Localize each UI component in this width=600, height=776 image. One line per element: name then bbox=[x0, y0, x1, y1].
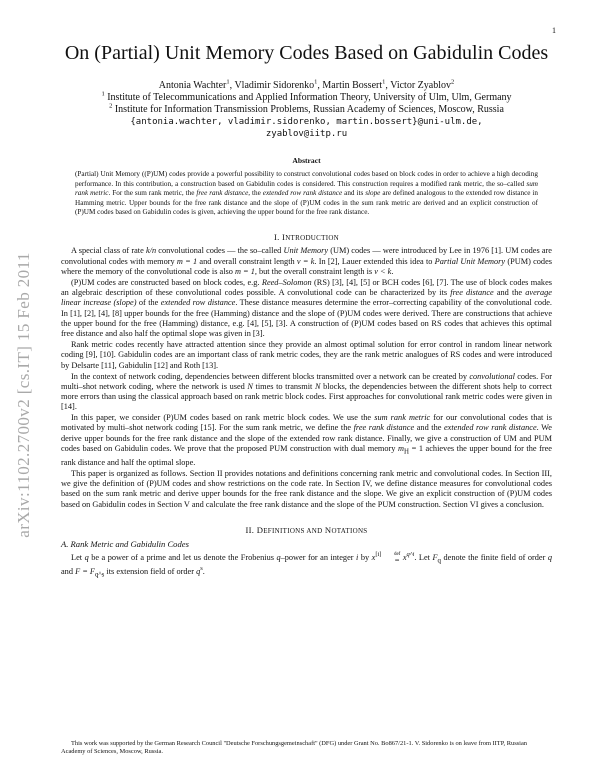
paper-body bbox=[61, 232, 552, 580]
email-line: zyablov@iitp.ru bbox=[265, 129, 348, 139]
affiliation-mark: 2 bbox=[109, 102, 113, 110]
abstract bbox=[75, 156, 538, 217]
footnote: This work was supported by the German Research Council "Deutsche Forschungsgemeinschaft" (DFG) under Grant No. Bo867/21-1. V. Sidorenko is on leave from IITP, Russian Academy of Sciences, Moscow, Russia. bbox=[61, 740, 527, 756]
arxiv-stamp-text: arXiv:1102.2700v2 [cs.IT] 15 Feb 2011 bbox=[14, 252, 33, 538]
affiliation-text: Institute of Telecommunications and Applied Information Theory, University of Ulm, Ulm, Germany bbox=[107, 92, 512, 103]
affiliation bbox=[61, 92, 552, 104]
author-name: Victor Zyablov bbox=[390, 80, 451, 91]
paragraph: A special class of rate k/n convolutional codes — the so–called Unit Memory (UM) codes — were introduced by Lee in 1976 [1]. UM codes are convolutional codes with memory m = 1 and overall constraint length ν = k. In [2], Lauer extended this idea to Partial Unit Memory (PUM) codes where the memory of the convolutional code is also m = 1, but the overall constraint length is ν < k. bbox=[61, 246, 552, 277]
paragraph: This paper is organized as follows. Section II provides notations and definitions concerning rank metric and convolutional codes. In Section III, we give the definition of (P)UM codes and show restrictions on the code rate. In Section IV, we define distance measures for convolutional codes based on the sum rank metric and derive upper bounds for the free rank distance and the slope. We give an explicit construction of (P)UM codes based on Gabidulin codes in Section V and calculate the free rank distance and the slope of the PUM construction. Section VI gives a conclusion. bbox=[61, 468, 552, 509]
abstract-heading: Abstract bbox=[292, 156, 321, 165]
author-mark: 1 bbox=[382, 78, 386, 86]
page-number: 1 bbox=[552, 26, 556, 35]
affiliation-mark: 1 bbox=[101, 90, 105, 98]
subsection-heading: A. Rank Metric and Gabidulin Codes bbox=[61, 539, 189, 550]
paper-title: On (Partial) Unit Memory Codes Based on Gabidulin Codes bbox=[64, 42, 549, 64]
paragraph: In the context of network coding, dependencies between different blocks transmitted over a network can be created by convolutional codes. For multi–shot network coding, where the network is used N times to transmit N blocks, the dependencies between the different shots help to correct more errors than using the classical approach based on rank metric block codes. First approaches for convolutional rank metric codes were given in [14]. bbox=[61, 371, 553, 412]
section-heading: I. INTRODUCTION bbox=[273, 232, 340, 243]
author-mark: 1 bbox=[314, 78, 318, 86]
email-line: {antonia.wachter, vladimir.sidorenko, martin.bossert}@uni-ulm.de, bbox=[130, 117, 483, 127]
author-name: Antonia Wachter bbox=[158, 80, 227, 91]
arxiv-stamp bbox=[14, 200, 34, 590]
paragraph: (P)UM codes are constructed based on block codes, e.g. Reed–Solomon (RS) [3], [4], [5] or BCH codes [6], [7]. The use of block codes makes an algebraic description of these convolutional codes possible. A convolutional code can be characterized by its free distance and the average linear increase (slope) of the extended row distance. These distance measures determine the error–correcting capability of the convolutional code. In [1], [2], [4], [8] upper bounds for the free (Hamming) distance and the slope of (P)UM codes were derived. There are constructions that achieve the upper bound for the free (Hamming) distance, e.g. [4], [5], [3]. A construction of (P)UM codes based on RS codes that achieves this optimal free distance and also half the optimal slope was given in [3]. bbox=[61, 277, 552, 339]
author-name: Martin Bossert bbox=[322, 80, 383, 91]
paper-content bbox=[61, 41, 552, 581]
paragraph: In this paper, we consider (P)UM codes based on rank metric block codes. We use the sum rank metric for our convolutional codes that is motivated by multi–shot network coding [15]. For the sum rank metric, we define the free rank distance and the extended row rank distance. We derive upper bounds for the free rank distance and the slope of the extended row rank distance. Finally, we give a construction of UM and PUM codes based on Gabidulin codes. We prove that the proposed PUM construction with dual memory $m_H = 1$ achieves the upper bound for the free rank distance and half the optimal slope. bbox=[61, 413, 552, 468]
paragraph: Let q be a power of a prime and let us denote the Frobenius q–power for an integer i by x[i] def = $x^{q\^{}i}$. Let $F_q$ denote the finite field of order q and $F = F_{q\^{}s}$ its extension field of order $q^s$. bbox=[61, 551, 553, 579]
author-name: Vladimir Sidorenko bbox=[234, 80, 315, 91]
author-list: Antonia Wachter$^1$, Vladimir Sidorenko$^1$, Martin Bossert$^1$, Victor Zyablov$^2$ bbox=[158, 78, 455, 91]
abstract-text: (Partial) Unit Memory ((P)UM) codes provide a powerful possibility to construct convolutional codes based on block codes in order to achieve a high decoding performance. In this contribution, a construction based on Gabidulin codes is considered. This construction requires a modified rank metric, the so–called sum rank metric. For the sum rank metric, the free rank distance, the extended row rank distance and its slope are defined analogous to the extended row distance in Hamming metric. Upper bounds for the free rank distance and the slope of (P)UM codes in the sum rank metric are derived and an explicit construction of (P)UM codes based on Gabidulin codes is given, achieving the upper bound for the free rank distance. bbox=[75, 170, 538, 217]
author-mark: 2 bbox=[450, 78, 455, 86]
paragraph: Rank metric codes recently have attracted attention since they provide an almost optimal solution for error control in random linear network coding [9], [10]. Gabidulin codes are an important class of rank metric codes, they are the rank metric analogues of RS codes and were introduced by Delsarte [11], Gabidulin [12] and Roth [13]. bbox=[61, 340, 552, 370]
author-mark: 1 bbox=[226, 78, 230, 86]
affiliation-text: Institute for Information Transmission Problems, Russian Academy of Sciences, Moscow, Russia bbox=[114, 104, 504, 115]
affiliation bbox=[61, 104, 552, 116]
section-heading: II. DEFINITIONS AND NOTATIONS bbox=[245, 525, 368, 536]
